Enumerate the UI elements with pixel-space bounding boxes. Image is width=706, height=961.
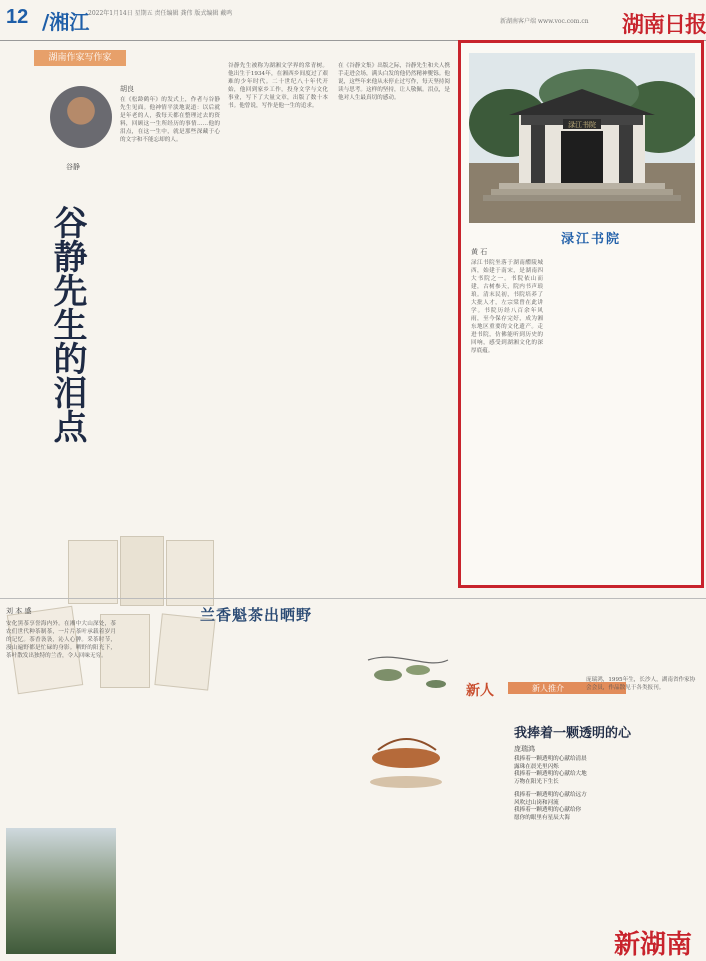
page-number: 12 xyxy=(6,6,29,28)
tea-byline: 刘 本 盛 xyxy=(6,607,32,615)
tea-column-3 xyxy=(240,636,350,956)
bottom-brand-logo: 新湖南 xyxy=(614,930,693,960)
poem-author: 庞瑞鸿 xyxy=(514,745,535,753)
author-portrait xyxy=(50,86,112,148)
new-person-label: 新人推介 xyxy=(532,684,564,693)
feature-column-2: 谷静先生被称为湖湘文学界的常青树。他出生于1934年，在湘西乡间度过了艰难的少年时代。二十世纪八十年代开始，他回到家乡工作，投身文学与文化事业，写下了大量文章，出版了数十本书。他曾说，写作是他一生的追求。 xyxy=(228,63,328,109)
newspaper-logo: 湖南日报 xyxy=(622,12,706,38)
poem-line: 我捧着一颗透明的心献给大地 xyxy=(514,771,587,777)
academy-gate-illustration xyxy=(469,53,695,223)
profile-title: 渌江书院 xyxy=(561,232,622,247)
gate-plaque: 渌江书院 xyxy=(568,121,596,129)
section-name: /湘江 xyxy=(42,10,90,34)
poem-line: 露珠在晨光里闪烁 xyxy=(514,763,559,770)
profile-byline: 黄 石 xyxy=(471,248,488,256)
portrait-caption: 谷静 xyxy=(66,163,80,171)
new-person-mark: 新人 xyxy=(466,683,494,699)
profile-frame xyxy=(458,40,704,588)
feature-column-1: 在《松龄鹤年》的发式上，作者与谷静先生见面。他神情平淡地说道：以后就是年老的人，我每天都在整理过去的资料，回顾这一生所经历的事情……他的泪点，在这一生中，就是那些深藏于心的文字和不能忘却的人。 xyxy=(120,97,220,143)
poem-line: 愿你的眼里有星辰大海 xyxy=(514,814,570,821)
tea-column-2 xyxy=(122,636,232,956)
book-cover xyxy=(166,540,214,606)
column-banner: 湖南作家写作家 xyxy=(34,50,126,66)
tea-landscape-photo xyxy=(6,828,116,954)
poem-line: 我捧着一颗透明的心献给清晨 xyxy=(514,756,587,762)
profile-column-2 xyxy=(547,259,619,579)
feature-title: 谷静先生的泪点 xyxy=(47,205,87,443)
poem-title: 我捧着一颗透明的心 xyxy=(514,726,632,741)
tea-column-4 xyxy=(358,802,458,952)
section-divider xyxy=(0,598,706,599)
profile-column-3 xyxy=(623,259,695,579)
tea-title: 兰香魁茶出晒野 xyxy=(200,606,313,624)
book-cover xyxy=(68,540,118,604)
book-cover xyxy=(120,536,164,606)
feature-column-3: 在《谷静文集》出版之际，谷静先生和夫人携手走进会场，满头白发的他仍然精神矍铄。他说，这些年来他从未停止过写作，每天坚持阅读与思考。这样的坚持，让人敬佩。泪点，是他对人生最真切的感动。 xyxy=(338,63,450,101)
tea-column-1: 安化黑茶享誉海内外。在湘中大山深处，茶农们世代种茶制茶，一片片茶叶承载着岁月的记忆。茶香袅袅，沁人心脾。采茶时节，漫山遍野都是忙碌的身影。晒野的阳光下，茶叶散发出独特的兰香，令人回味无穷。 xyxy=(6,621,116,659)
new-person-intro: 庞瑞鸿，1995年生，长沙人，湖南省作家协会会员，作品散见于各类报刊。 xyxy=(586,677,696,691)
tea-ink-illustration xyxy=(358,640,458,800)
poem-body xyxy=(514,756,704,822)
feature-author: 胡良 xyxy=(120,85,134,93)
issue-meta: 2022年1月14日 星期五 责任编辑 龚伟 版式编辑 戴鸣 xyxy=(88,10,233,17)
poem-line: 风吹过山岗和河流 xyxy=(514,799,559,806)
poem-line: 我捧着一颗透明的心献给你 xyxy=(514,807,582,813)
poem-line: 万物在阳光下生长 xyxy=(514,778,559,785)
poem-line: 我捧着一颗透明的心献给远方 xyxy=(514,792,587,798)
academy-photo xyxy=(469,53,695,223)
profile-column-1: 渌江书院坐落于湖南醴陵城西，始建于南宋，是湖南四大书院之一。书院依山而建，古树参天，院内书声琅琅。清末民初，书院培养了大批人才，左宗棠曾在此讲学。书院历经八百余年风雨，至今保存完好，成为湘东地区重要的文化遗产。走进书院，仿佛能听到历史的回响，感受到湖湘文化的深厚底蕴。 xyxy=(471,260,543,354)
page-header xyxy=(0,0,706,41)
site-url: 新湖南客户端 www.voc.com.cn xyxy=(500,18,589,25)
